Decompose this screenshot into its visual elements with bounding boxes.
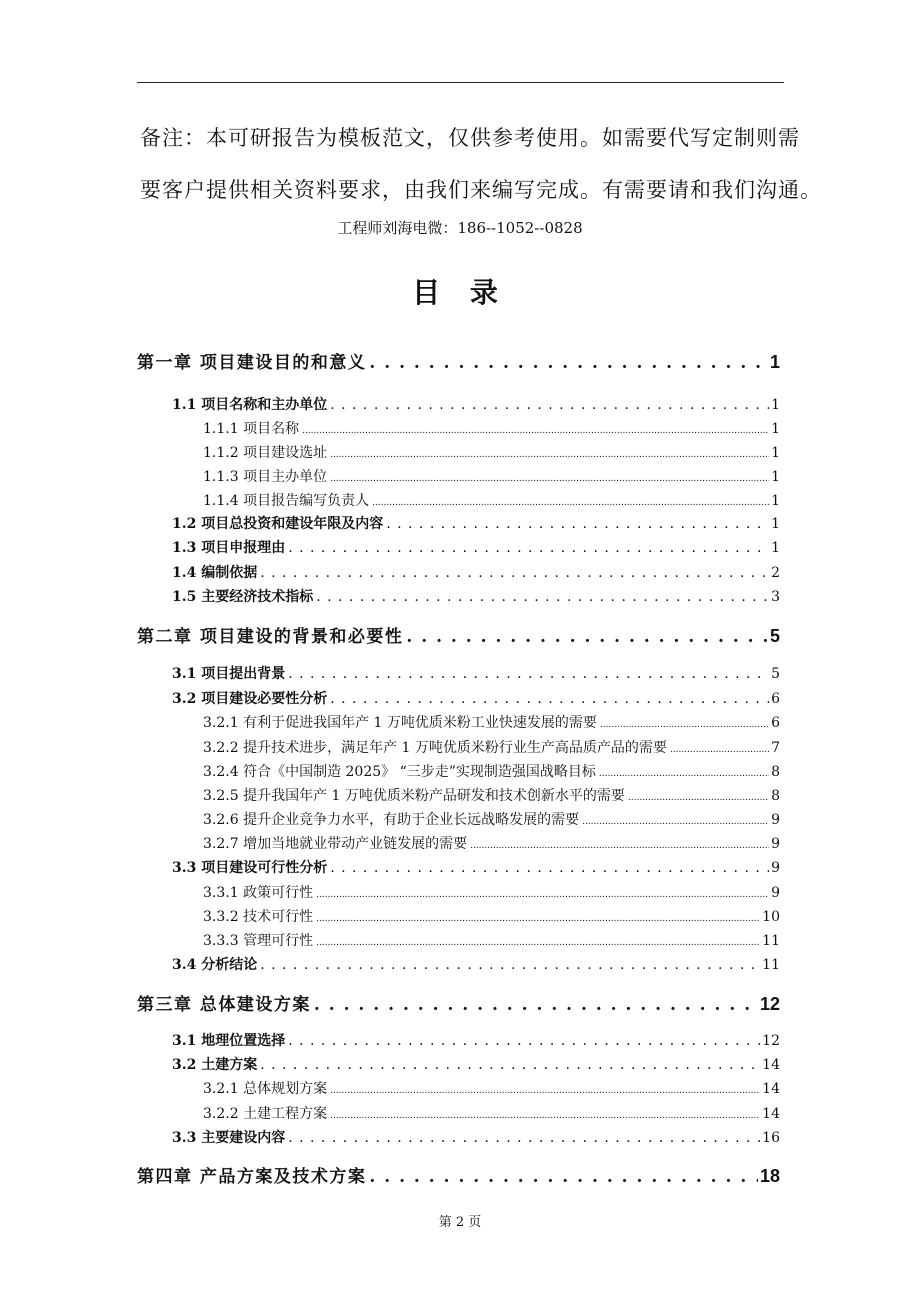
toc-leader-dots <box>372 498 769 508</box>
toc-entry-label: 1.1.3 项目主办单位 <box>203 469 328 485</box>
toc-entry-label: 第二章 项目建设的背景和必要性 <box>137 627 404 647</box>
toc-entry-label: 1.1.4 项目报告编写负责人 <box>203 493 370 509</box>
toc-entry-page: 11 <box>762 933 780 949</box>
toc-entry-page: 9 <box>771 860 780 876</box>
toc-entry-label: 3.1 项目提出背景 <box>172 666 286 682</box>
toc-leader-dots <box>316 914 760 924</box>
toc-entry-page: 14 <box>762 1106 780 1122</box>
toc-entry-page: 6 <box>771 715 780 731</box>
toc-entry-page: 6 <box>771 691 780 707</box>
toc-leader-dots <box>330 397 769 413</box>
toc-title: 目 录 <box>412 276 508 309</box>
toc-leader-dots <box>316 890 769 900</box>
toc-leader-dots <box>386 516 769 532</box>
toc-leader-dots <box>628 793 769 803</box>
toc-entry-label: 第一章 项目建设目的和意义 <box>137 353 367 373</box>
toc-leader-dots <box>369 353 768 373</box>
toc-leader-dots <box>599 769 769 779</box>
toc-section[interactable] <box>172 857 780 877</box>
toc-leader-dots <box>288 540 769 556</box>
toc-entry-page: 1 <box>771 397 780 413</box>
toc-leader-dots <box>330 1086 760 1096</box>
toc-subsection[interactable] <box>203 490 780 510</box>
toc-entry-page: 14 <box>762 1081 780 1097</box>
toc-entry-label: 3.2.4 符合《中国制造 2025》 “三步走”实现制造强国战略目标 <box>203 764 596 780</box>
toc-chapter[interactable] <box>137 622 780 647</box>
toc-entry-page: 7 <box>771 740 780 756</box>
toc-leader-dots <box>316 938 760 948</box>
toc-entry-page: 1 <box>771 421 780 437</box>
toc-entry-label: 1.5 主要经济技术指标 <box>172 589 314 605</box>
toc-entry-page: 16 <box>762 1130 780 1146</box>
toc-chapter[interactable] <box>137 348 780 373</box>
toc-entry-label: 3.4 分析结论 <box>172 957 258 973</box>
toc-entry-label: 1.4 编制依据 <box>172 565 258 581</box>
toc-entry-page: 14 <box>762 1057 780 1073</box>
toc-entry-label: 1.3 项目申报理由 <box>172 540 286 556</box>
toc-leader-dots <box>369 1167 758 1187</box>
toc-subsection[interactable] <box>203 466 780 486</box>
toc-entry-label: 第三章 总体建设方案 <box>137 995 311 1015</box>
toc-entry-label: 3.1 地理位置选择 <box>172 1033 286 1049</box>
toc-section[interactable] <box>172 562 780 582</box>
toc-subsection[interactable] <box>203 1078 780 1098</box>
toc-entry-label: 3.2.5 提升我国年产 1 万吨优质米粉产品研发和技术创新水平的需要 <box>203 788 625 804</box>
toc-entry-page: 1 <box>771 516 780 532</box>
toc-section[interactable] <box>172 586 780 606</box>
toc-leader-dots <box>330 450 769 460</box>
toc-section[interactable] <box>172 537 780 557</box>
toc-entry-page: 1 <box>769 352 780 372</box>
toc-entry-label: 1.1.1 项目名称 <box>203 421 300 437</box>
toc-entry-page: 5 <box>771 666 780 682</box>
contact-line: 工程师刘海电微：186--1052--0828 <box>337 219 583 237</box>
toc-leader-dots <box>288 1130 760 1146</box>
toc-leader-dots <box>470 841 769 851</box>
toc-entry-label: 3.3.2 技术可行性 <box>203 909 314 925</box>
toc-entry-label: 3.3 主要建设内容 <box>172 1130 286 1146</box>
toc-section[interactable] <box>172 1030 780 1050</box>
note-line-1: 备注：本可研报告为模板范文，仅供参考使用。如需要代写定制则需 <box>140 126 800 150</box>
toc-leader-dots <box>600 720 769 730</box>
toc-subsection[interactable] <box>203 906 780 926</box>
toc-entry-page: 1 <box>771 493 780 509</box>
toc-entry-page: 8 <box>771 764 780 780</box>
toc-subsection[interactable] <box>203 418 780 438</box>
toc-entry-label: 3.2.6 提升企业竞争力水平，有助于企业长远战略发展的需要 <box>203 812 580 828</box>
toc-subsection[interactable] <box>203 712 780 732</box>
header-rule <box>137 82 784 83</box>
toc-section[interactable] <box>172 513 780 533</box>
toc-leader-dots <box>260 565 769 581</box>
toc-subsection[interactable] <box>203 833 780 853</box>
toc-entry-label: 1.1 项目名称和主办单位 <box>172 397 328 413</box>
toc-entry-label: 3.3.1 政策可行性 <box>203 885 314 901</box>
toc-subsection[interactable] <box>203 1103 780 1123</box>
toc-entry-page: 12 <box>762 1033 780 1049</box>
toc-leader-dots <box>288 666 769 682</box>
toc-entry-label: 1.1.2 项目建设选址 <box>203 445 328 461</box>
toc-leader-dots <box>260 1057 760 1073</box>
toc-entry-page: 10 <box>762 909 780 925</box>
toc-entry-page: 9 <box>771 836 780 852</box>
note-line-2: 要客户提供相关资料要求，由我们来编写完成。有需要请和我们沟通。 <box>140 178 822 202</box>
toc-entry-label: 3.2 土建方案 <box>172 1057 258 1073</box>
toc-entry-page: 11 <box>762 957 780 973</box>
toc-entry-page: 18 <box>759 1166 780 1186</box>
toc-entry-label: 3.2.2 土建工程方案 <box>203 1106 328 1122</box>
toc-leader-dots <box>288 1033 760 1049</box>
toc-subsection[interactable] <box>203 930 780 950</box>
toc-subsection[interactable] <box>203 442 780 462</box>
toc-entry-label: 3.2 项目建设必要性分析 <box>172 691 328 707</box>
toc-leader-dots <box>406 627 768 647</box>
toc-leader-dots <box>302 426 769 436</box>
toc-chapter[interactable] <box>137 990 780 1015</box>
toc-section[interactable] <box>172 688 780 708</box>
toc-entry-page: 9 <box>771 812 780 828</box>
toc-chapter[interactable] <box>137 1162 780 1187</box>
toc-entry-page: 12 <box>759 994 780 1014</box>
toc-section[interactable] <box>172 1127 780 1147</box>
toc-entry-page: 2 <box>771 565 780 581</box>
toc-leader-dots <box>330 860 769 876</box>
toc-subsection[interactable] <box>203 882 780 902</box>
toc-entry-label: 3.2.1 有利于促进我国年产 1 万吨优质米粉工业快速发展的需要 <box>203 715 597 731</box>
toc-subsection[interactable] <box>203 809 780 829</box>
toc-leader-dots <box>260 957 760 973</box>
toc-leader-dots <box>314 995 758 1015</box>
toc-entry-label: 3.3 项目建设可行性分析 <box>172 860 328 876</box>
toc-entry-label: 3.2.2 提升技术进步，满足年产 1 万吨优质米粉行业生产高品质产品的需要 <box>203 740 667 756</box>
toc-section[interactable] <box>172 954 780 974</box>
toc-entry-page: 1 <box>771 469 780 485</box>
toc-section[interactable] <box>172 663 780 683</box>
toc-entry-page: 8 <box>771 788 780 804</box>
toc-section[interactable] <box>172 394 780 414</box>
toc-leader-dots <box>316 589 769 605</box>
toc-subsection[interactable] <box>203 737 780 757</box>
page-number: 第 2 页 <box>438 1215 482 1230</box>
toc-entry-page: 5 <box>769 626 780 646</box>
toc-subsection[interactable] <box>203 761 780 781</box>
toc-entry-label: 3.2.1 总体规划方案 <box>203 1081 328 1097</box>
toc-entry-label: 3.2.7 增加当地就业带动产业链发展的需要 <box>203 836 468 852</box>
toc-leader-dots <box>330 474 769 484</box>
toc-entry-page: 9 <box>771 885 780 901</box>
toc-section[interactable] <box>172 1054 780 1074</box>
toc-subsection[interactable] <box>203 785 780 805</box>
toc-leader-dots <box>330 1111 760 1121</box>
toc-entry-page: 3 <box>771 589 780 605</box>
toc-entry-label: 1.2 项目总投资和建设年限及内容 <box>172 516 384 532</box>
toc-entry-label: 第四章 产品方案及技术方案 <box>137 1167 367 1187</box>
toc-entry-page: 1 <box>771 540 780 556</box>
toc-entry-label: 3.3.3 管理可行性 <box>203 933 314 949</box>
toc-entry-page: 1 <box>771 445 780 461</box>
toc-leader-dots <box>670 745 769 755</box>
toc-leader-dots <box>330 691 769 707</box>
toc-leader-dots <box>582 817 769 827</box>
